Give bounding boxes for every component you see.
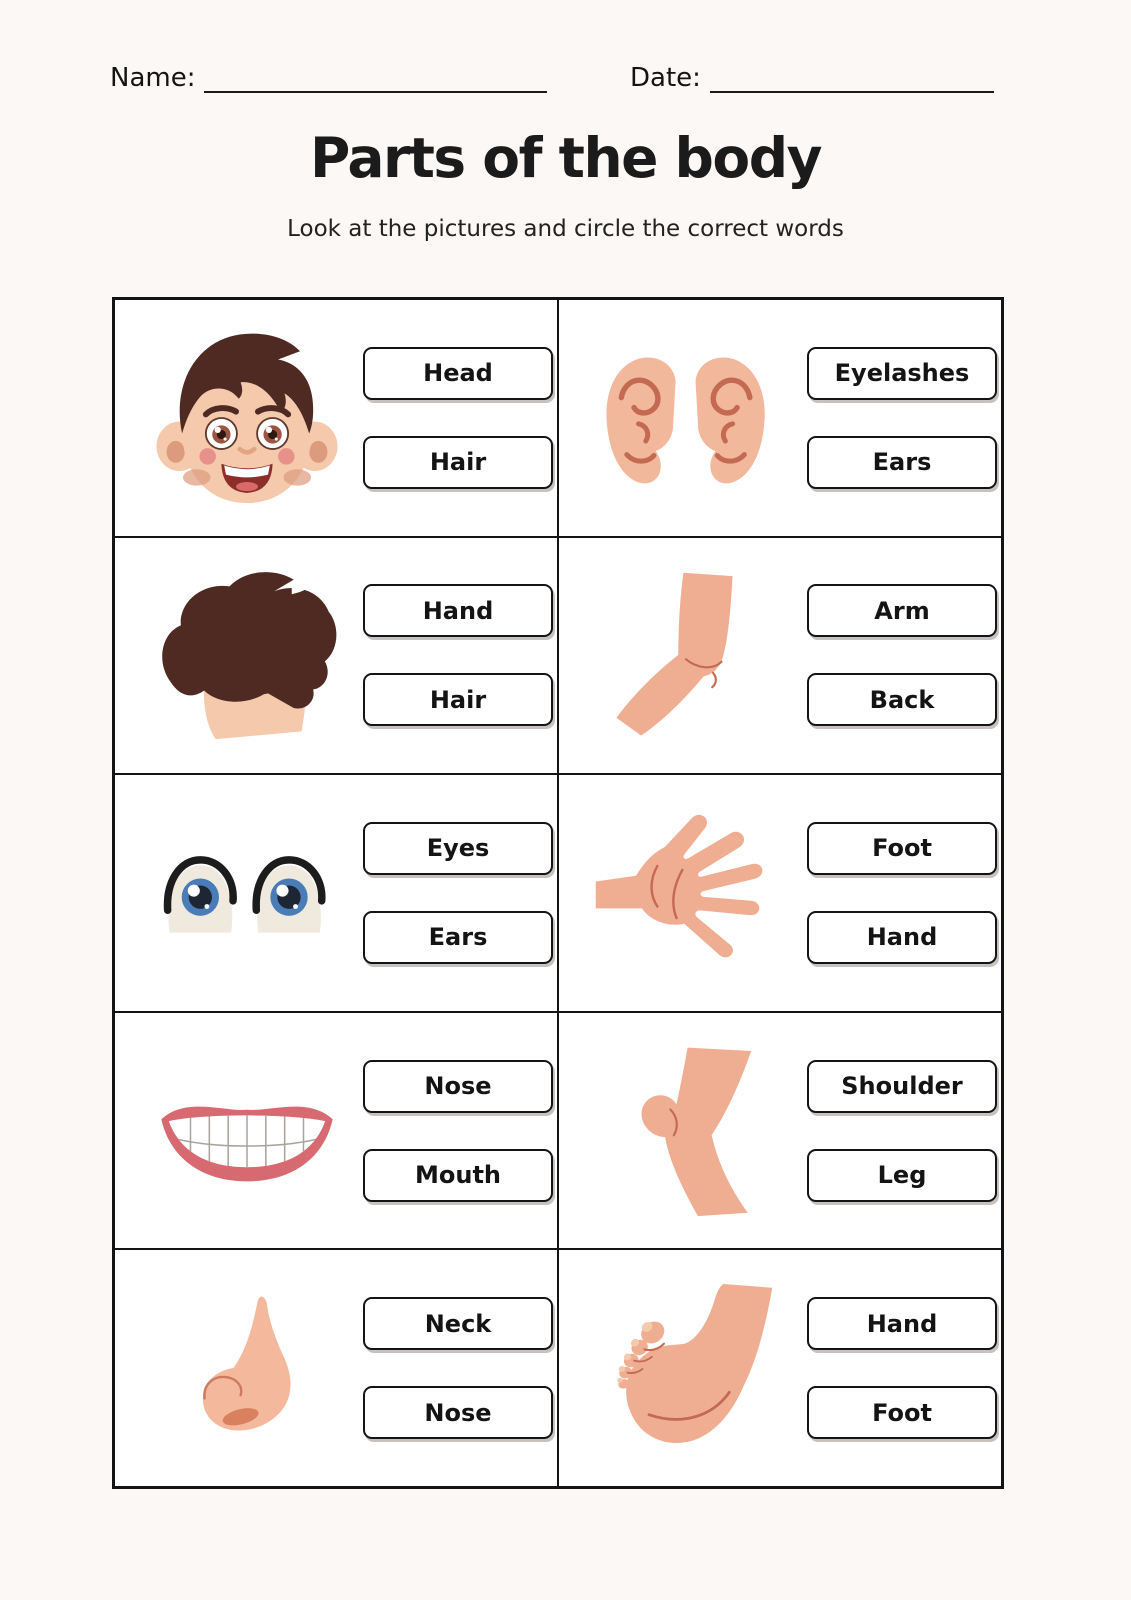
answer-option[interactable]: Head: [363, 347, 553, 400]
arm-illustration: [575, 548, 807, 762]
answer-option[interactable]: Nose: [363, 1060, 553, 1113]
answer-option[interactable]: Ears: [363, 911, 553, 964]
answer-option[interactable]: Eyelashes: [807, 347, 997, 400]
answer-options: [807, 1297, 997, 1439]
answer-option[interactable]: Foot: [807, 1386, 997, 1439]
answer-options: [363, 1060, 553, 1202]
page-title: Parts of the body: [310, 126, 821, 190]
cell-foot: [558, 1249, 1002, 1487]
answer-option[interactable]: Mouth: [363, 1149, 553, 1202]
answer-option[interactable]: Hand: [807, 911, 997, 964]
hand-illustration: [575, 786, 807, 1000]
answer-option[interactable]: Hair: [363, 436, 553, 489]
eyes-illustration: [131, 786, 363, 1000]
answer-options: [363, 1297, 553, 1439]
name-label: Name:: [110, 63, 196, 93]
cell-hand: [558, 774, 1002, 1012]
answer-option[interactable]: Leg: [807, 1149, 997, 1202]
answer-option[interactable]: Hair: [363, 673, 553, 726]
page-subtitle: Look at the pictures and circle the correct words: [287, 216, 844, 242]
foot-illustration: [575, 1261, 807, 1475]
answer-option[interactable]: Eyes: [363, 822, 553, 875]
leg-illustration: [575, 1024, 807, 1238]
date-field: [630, 64, 994, 93]
answer-option[interactable]: Foot: [807, 822, 997, 875]
worksheet-grid: [112, 297, 1004, 1489]
date-input-line[interactable]: [710, 65, 994, 93]
answer-options: [363, 584, 553, 726]
answer-options: [363, 822, 553, 964]
answer-option[interactable]: Nose: [363, 1386, 553, 1439]
mouth-illustration: [131, 1024, 363, 1238]
answer-option[interactable]: Ears: [807, 436, 997, 489]
answer-option[interactable]: Back: [807, 673, 997, 726]
ears-illustration: [575, 311, 807, 525]
date-label: Date:: [630, 63, 701, 93]
cell-mouth: [114, 1012, 558, 1250]
answer-options: [807, 822, 997, 964]
cell-hair: [114, 537, 558, 775]
cell-eyes: [114, 774, 558, 1012]
cell-ears: [558, 299, 1002, 537]
cell-nose: [114, 1249, 558, 1487]
answer-options: [363, 347, 553, 489]
cell-head: [114, 299, 558, 537]
answer-options: [807, 584, 997, 726]
answer-option[interactable]: Neck: [363, 1297, 553, 1350]
cell-leg: [558, 1012, 1002, 1250]
answer-option[interactable]: Shoulder: [807, 1060, 997, 1113]
nose-illustration: [131, 1261, 363, 1475]
name-field: [110, 64, 547, 93]
answer-option[interactable]: Hand: [363, 584, 553, 637]
head-illustration: [131, 311, 363, 525]
answer-option[interactable]: Hand: [807, 1297, 997, 1350]
name-input-line[interactable]: [204, 65, 547, 93]
answer-option[interactable]: Arm: [807, 584, 997, 637]
cell-arm: [558, 537, 1002, 775]
hair-illustration: [131, 548, 363, 762]
answer-options: [807, 347, 997, 489]
answer-options: [807, 1060, 997, 1202]
